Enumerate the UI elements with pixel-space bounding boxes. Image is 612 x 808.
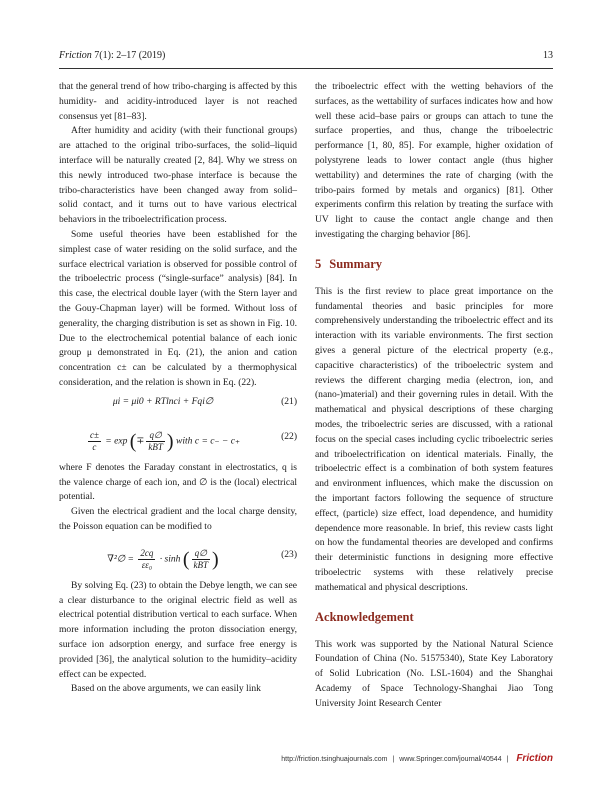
section-heading-acknowledgement xyxy=(315,610,553,626)
right-paren: ) xyxy=(212,548,219,571)
journal-name: Friction xyxy=(59,50,92,61)
fraction xyxy=(192,548,211,571)
left-paren: ( xyxy=(129,430,137,453)
equation-body: μi = μi0 + RTlnci + Fqi∅ xyxy=(112,395,214,407)
equation-23 xyxy=(59,535,297,579)
journal-citation xyxy=(59,50,165,61)
sign: ∓ xyxy=(136,435,145,447)
paragraph: Some useful theories have been established for the simplest case of water residing on the solid surface, and the surface electrical variation is observed for possible control of the triboelectric process (“single-surface” analysis) [84]. In this case, the electrical double layer (with the Stern layer and the Gouy-Chapman layer) will be formed. Without loss of generality, the charging distribution is set as shown in Fig. 10. Due to the electrochemical potential balance of each ionic group μ demonstrated in Eq. (21), the anion and cation concentration c± can be calculated by a thermophysical consideration, and the relation is shown in Eq. (22). xyxy=(59,228,297,388)
paragraph: that the general trend of how tribo-charging is affected by this humidity- and acidity-introduced layer is not reached consensus yet [81–83]. xyxy=(59,81,297,122)
equation-21 xyxy=(59,391,297,417)
exp-symbol: = exp xyxy=(105,435,128,447)
footer-link-springer[interactable]: www.Springer.com/journal/40544 xyxy=(399,756,502,763)
paragraph: This work was supported by the National Natural Science Foundation of China (No. 51575340), State Key Laboratory of Solid Lubrication (No. LSL-1604) and the Shanghai Academy of Space Technology-Shanghai Jiao Tong University Joint Research Center xyxy=(315,638,553,709)
running-header xyxy=(59,50,553,66)
page-footer xyxy=(0,753,553,764)
paragraph: After humidity and acidity (with their functional groups) are attached to the original tribo-surfaces, the solid–liquid interface will be naturally created [2, 84]. Why we stress on this newly introduced two-phase interface is because the tribo-characteristics have been changed away from solid–solid contact, and it turns out to have various electrical behaviors in the triboelectrification process. xyxy=(59,125,297,226)
numerator: c± xyxy=(89,429,99,440)
sinh-symbol: · sinh xyxy=(159,553,181,565)
denominator: c xyxy=(92,441,97,452)
right-column xyxy=(315,80,553,711)
right-paren: ) xyxy=(166,430,174,453)
equation-number: (23) xyxy=(281,548,297,560)
fraction xyxy=(88,430,101,453)
equation-number: (22) xyxy=(281,430,297,442)
footer-brand-logo: Friction xyxy=(516,753,553,764)
laplacian: ∇²∅ = xyxy=(107,553,134,565)
footer-separator: | xyxy=(506,756,509,763)
paragraph: the triboelectric effect with the wetting behaviors of the surfaces, as the wettability of surfaces indicates how and how well these acid–base pairs or groups can attach to tune the surface properties, and thus, change the triboelectric performance [1, 80, 85]. For example, higher oxidation of polystyrene leads to lower contact angle (thus higher wettability) and determines the rate of charging (with the tribo-pairs formed by metals and organics) [81]. Other experiments confirm this relation by treating the surface with UV light to cause the contact angle change and then investigating the charging behavior [86]. xyxy=(315,81,553,240)
numerator: q∅ xyxy=(146,430,165,442)
header-divider xyxy=(59,68,553,69)
paragraph: By solving Eq. (23) to obtain the Debye length, we can see a clear disturbance to the original electric field as well as electrical potential distribution vertical to each surface. When more information including the proton dissociation energy, surface ion adsorption energy, and surface free energy is provided [36], the analytical solution to the humidity–acidity effect can be expected. xyxy=(59,579,297,680)
footer-link-journal[interactable]: http://friction.tsinghuajournals.com xyxy=(281,756,388,763)
section-heading-summary xyxy=(315,257,553,273)
equation-body xyxy=(59,430,267,453)
numerator: 2cq xyxy=(140,547,154,558)
page-number: 13 xyxy=(543,50,553,61)
journal-issue: 7(1): 2–17 (2019) xyxy=(91,50,166,61)
equation-body xyxy=(59,548,267,571)
denominator: kBT xyxy=(148,441,163,452)
footer-separator: | xyxy=(392,756,395,763)
fraction xyxy=(146,430,165,453)
paragraph: Based on the above arguments, we can easily link xyxy=(71,683,261,695)
section-title: Acknowledgement xyxy=(315,609,414,624)
numerator: q∅ xyxy=(192,548,211,560)
denominator: kBT xyxy=(193,559,209,570)
section-number: 5 xyxy=(315,256,322,271)
denominator: εε₀ xyxy=(141,559,152,570)
section-title: Summary xyxy=(329,256,383,271)
paragraph: where F denotes the Faraday constant in electrostatics, q is the valence charge of each ion, and ∅ is the (local) electrical potential. xyxy=(59,461,297,503)
paragraph: This is the first review to place great importance on the fundamental theories and basic principles for more comprehensively understanding the triboelectric effect and its interaction with its variable environments. The first section gives a general picture of the electrical property (e.g., capacitive characteristics) of the triboelectric system and reviews the different charging media (electron, ion, and (nano-)material) and their governing rules in detail. With the mathematical and physical descriptions of these charging modes, the triboelectric series are discussed, with a rational focus on the special cases including cyclic triboelectric series and triboelectrification on identical materials. Finally, the triboelectric effect is a combination of both system features and environment influences, which make the discussion on the important factors following the sequence of structure effect, (particle) size effect, load dependence, and humidity dependence more reasonable. In brief, this review casts light on how the fundamental theories are developed and confirms their deterministic functions in designing more effective triboelectric systems with these relatively precise mathematical and physical descriptions. xyxy=(315,285,553,593)
equation-number: (21) xyxy=(281,395,297,407)
left-column xyxy=(59,80,297,697)
paragraph: Given the electrical gradient and the local charge density, the Poisson equation can be modified to xyxy=(59,506,297,532)
equation-22 xyxy=(59,417,297,461)
equation-condition: with c = c₋ − c₊ xyxy=(175,435,241,447)
left-paren: ( xyxy=(182,548,190,571)
fraction xyxy=(138,548,155,571)
